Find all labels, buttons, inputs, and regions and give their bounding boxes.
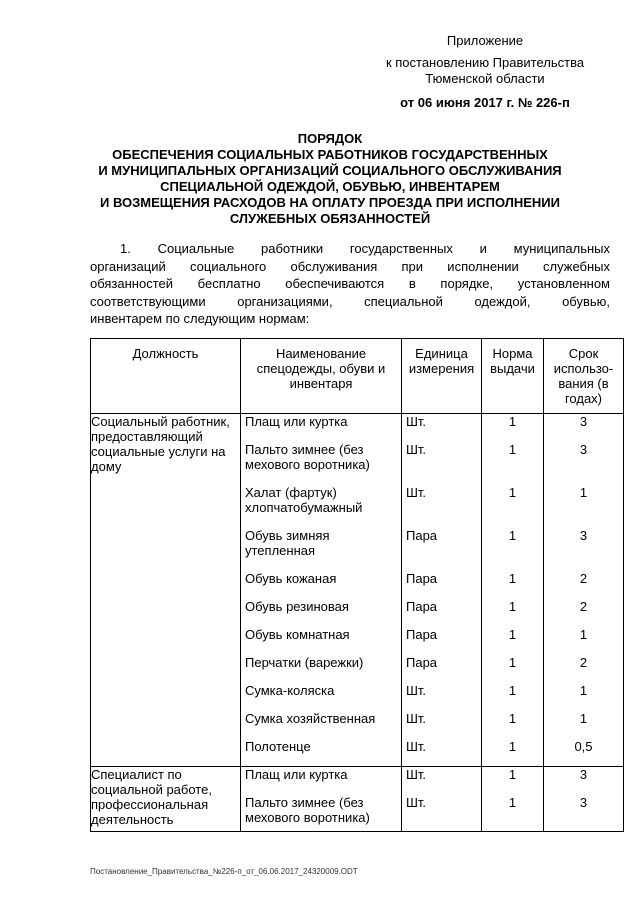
paragraph-line: инвентарем по следующим нормам: [90,311,310,326]
item-norm: 1 [508,767,517,782]
item-term: 2 [579,655,588,670]
item-term: 1 [579,485,588,500]
table-row [91,414,624,767]
item-norm: 1 [508,571,517,586]
item-name: Обувь кожаная [245,571,337,586]
position-cell: Социальный работник, предоставляющий социальные услуги на дому [91,414,241,767]
norms-table [90,338,624,832]
item-unit: Шт. [406,683,427,698]
name-cell [241,767,402,832]
paragraph-line: обязанностей бесплатно обеспечиваются в порядке, установленном [90,276,610,291]
item-unit: Пара [406,599,438,614]
item-norm: 1 [508,711,517,726]
term-cell [544,767,624,832]
term-cell [544,414,624,767]
item-norm: 1 [508,414,517,429]
item-term: 3 [579,767,588,782]
item-unit: Шт. [406,767,427,782]
item-term: 3 [579,414,588,429]
position-cell: Специалист по социальной работе, профессиональная деятельность [91,767,241,832]
header-norm: Норма выдачи [482,339,544,414]
item-unit: Шт. [406,414,427,429]
item-name: Пальто зимнее (без мехового воротника) [245,442,370,472]
item-norm: 1 [508,442,517,457]
intro-paragraph [90,240,610,328]
item-unit: Пара [406,627,438,642]
item-norm: 1 [508,485,517,500]
item-term: 1 [579,711,588,726]
item-unit: Шт. [406,795,427,810]
item-term: 1 [579,683,588,698]
item-name: Плащ или куртка [245,414,348,429]
appendix-title: Приложение [446,33,524,48]
item-term: 3 [579,442,588,457]
item-name: Полотенце [245,739,311,754]
item-unit: Шт. [406,739,427,754]
item-name: Обувь комнатная [245,627,350,642]
appendix-region: Тюменской области [425,71,545,86]
table-row [91,767,624,832]
appendix-date-number: от 06 июня 2017 г. № 226-п [400,95,570,110]
title-line: СЛУЖЕБНЫХ ОБЯЗАННОСТЕЙ [229,211,431,226]
item-name: Халат (фартук) хлопчатобумажный [245,485,363,515]
item-term: 3 [579,795,588,810]
norm-cell [482,414,544,767]
norm-cell [482,767,544,832]
title-line: СПЕЦИАЛЬНОЙ ОДЕЖДОЙ, ОБУВЬЮ, ИНВЕНТАРЕМ [160,179,500,194]
item-norm: 1 [508,655,517,670]
item-norm: 1 [508,683,517,698]
header-unit: Единица измерения [402,339,482,414]
item-unit: Шт. [406,711,427,726]
paragraph-line: соответствующими организациями, специальной одеждой, обувью, [90,293,610,309]
item-norm: 1 [508,599,517,614]
item-name: Обувь зимняя утепленная [245,528,330,558]
item-unit: Шт. [406,485,427,500]
name-cell [241,414,402,767]
item-term: 0,5 [574,739,593,754]
header-term: Срок использо-вания (в годах) [544,339,624,414]
paragraph-line: 1. Социальные работники государственных и муниципальных [120,241,610,256]
item-term: 1 [579,627,588,642]
title-line: ПОРЯДОК [297,131,363,146]
unit-cell [402,414,482,767]
item-name: Пальто зимнее (без мехового воротника) [245,795,370,825]
file-footer: Постановление_Правительства_№226-п_от_06.06.2017_24320009.ODT [90,867,358,876]
item-unit: Шт. [406,442,427,457]
header-position: Должность [91,339,241,414]
document-title [80,131,580,227]
item-unit: Пара [406,528,438,543]
item-name: Плащ или куртка [245,767,348,782]
table-header-row [91,339,624,414]
title-line: И ВОЗМЕЩЕНИЯ РАСХОДОВ НА ОПЛАТУ ПРОЕЗДА ПРИ ИСПОЛНЕНИИ [100,195,560,210]
paragraph-line: организаций социального обслуживания при исполнении служебных [90,258,610,274]
header-item-name: Наименование спецодежды, обуви и инвентаря [241,339,402,414]
item-norm: 1 [508,528,517,543]
item-name: Перчатки (варежки) [245,655,364,670]
unit-cell [402,767,482,832]
title-line: ОБЕСПЕЧЕНИЯ СОЦИАЛЬНЫХ РАБОТНИКОВ ГОСУДАРСТВЕННЫХ [112,147,548,162]
item-term: 3 [579,528,588,543]
title-line: И МУНИЦИПАЛЬНЫХ ОРГАНИЗАЦИЙ СОЦИАЛЬНОГО ОБСЛУЖИВАНИЯ [98,163,562,178]
item-name: Сумка хозяйственная [245,711,376,726]
item-name: Сумка-коляска [245,683,335,698]
item-term: 2 [579,599,588,614]
item-norm: 1 [508,739,517,754]
item-unit: Пара [406,655,438,670]
item-term: 2 [579,571,588,586]
appendix-reference: к постановлению Правительства [385,55,585,70]
item-norm: 1 [508,795,517,810]
item-name: Обувь резиновая [245,599,349,614]
item-norm: 1 [508,627,517,642]
item-unit: Пара [406,571,438,586]
